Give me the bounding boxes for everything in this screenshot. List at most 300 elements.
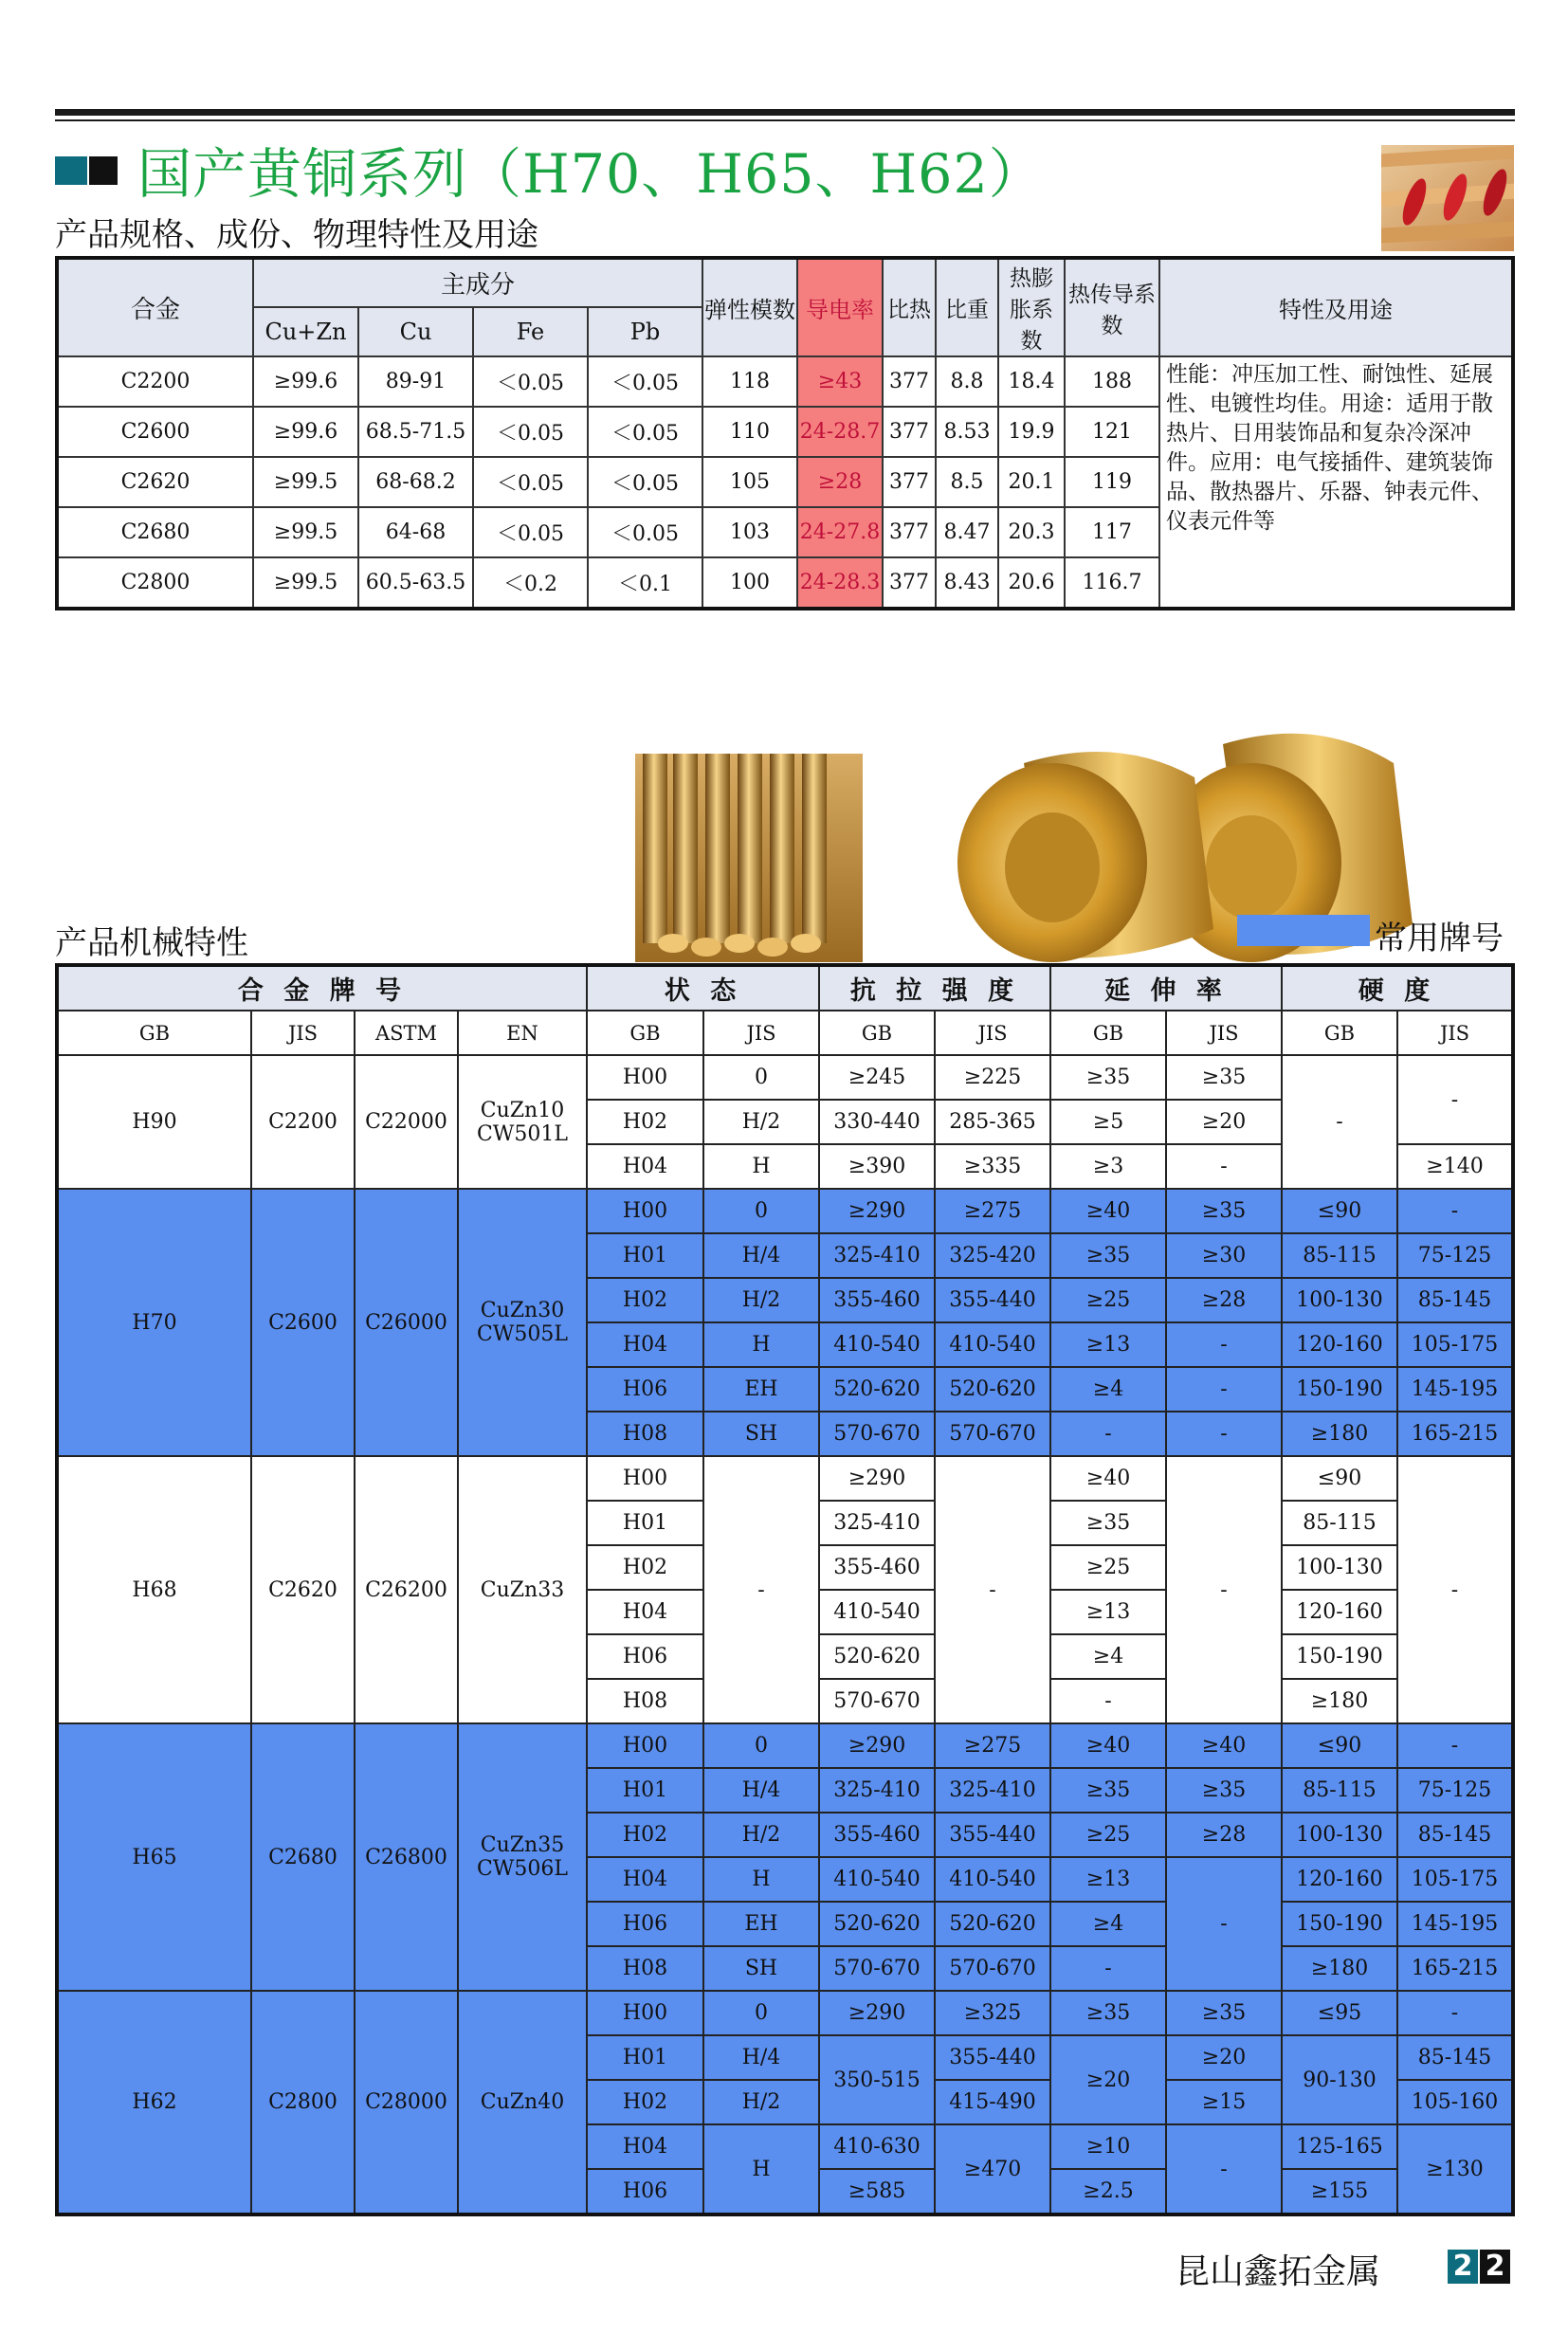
cell: H02 (587, 1278, 703, 1322)
cell: - (1166, 2124, 1282, 2214)
cell: ＜0.05 (588, 507, 702, 557)
cell: 85-115 (1282, 1768, 1397, 1813)
mechanical-section-label: 产品机械特性 (55, 924, 248, 962)
h-elastic-modulus: 弹性模数 (702, 258, 797, 356)
cell: H02 (587, 2080, 703, 2124)
h-specific-heat: 比热 (883, 258, 936, 356)
cell: ≥28 (1166, 1813, 1282, 1857)
cell: 68.5-71.5 (358, 407, 473, 457)
cell: 100-130 (1282, 1813, 1397, 1857)
cell: ≥180 (1282, 1412, 1397, 1456)
cell: 8.43 (936, 557, 998, 609)
cell: ≥25 (1050, 1278, 1166, 1322)
cell: H (703, 1144, 819, 1189)
cell: ≥470 (935, 2124, 1050, 2214)
cell: C2600 (57, 407, 253, 457)
cell: 85-145 (1397, 1813, 1513, 1857)
cell: 64-68 (358, 507, 473, 557)
cell: 377 (883, 407, 936, 457)
cell: - (935, 1456, 1050, 1723)
cell: 117 (1065, 507, 1159, 557)
grade-jis: C2600 (251, 1189, 355, 1456)
cell: 325-410 (819, 1768, 935, 1813)
table-row (57, 1723, 1513, 1768)
sub-header: JIS (1397, 1011, 1513, 1055)
cell: 120-160 (1282, 1857, 1397, 1902)
cell: 105-175 (1397, 1857, 1513, 1902)
table-row (57, 356, 1513, 407)
cell: ≥130 (1397, 2124, 1513, 2214)
grade-astm: C26000 (355, 1189, 458, 1456)
cell: 85-145 (1397, 1278, 1513, 1322)
cell: ≥225 (935, 1055, 1050, 1100)
cell: H01 (587, 1501, 703, 1545)
cell: ≥290 (819, 1723, 935, 1768)
h-conductivity: 导电率 (797, 258, 883, 356)
cell: 570-670 (819, 1946, 935, 1991)
grade-en: CuZn10 CW501L (458, 1055, 587, 1189)
cell: ≤90 (1282, 1456, 1397, 1501)
cell: H/2 (703, 1813, 819, 1857)
cell: ≥140 (1397, 1144, 1513, 1189)
cell: ≥35 (1050, 1768, 1166, 1813)
cell: 325-410 (935, 1768, 1050, 1813)
cell: 570-670 (935, 1412, 1050, 1456)
cell: H04 (587, 2124, 703, 2169)
page-number-digit-2: 2 (1480, 2250, 1510, 2284)
cell: ≥25 (1050, 1545, 1166, 1590)
cell: ＜0.05 (588, 407, 702, 457)
cell: H06 (587, 1367, 703, 1412)
cell: ≥99.5 (253, 457, 358, 507)
cell: ≥290 (819, 1991, 935, 2035)
cell: 19.9 (998, 407, 1065, 457)
cell: - (1050, 1412, 1166, 1456)
cell: H00 (587, 1723, 703, 1768)
cell: - (1166, 1367, 1282, 1412)
cell: - (1397, 1456, 1513, 1723)
grade-gb: H65 (57, 1723, 251, 1991)
cell: 355-440 (935, 1813, 1050, 1857)
cell: 150-190 (1282, 1634, 1397, 1679)
sub-header: ASTM (355, 1011, 458, 1055)
cell: H04 (587, 1144, 703, 1189)
cell: 355-460 (819, 1278, 935, 1322)
cell: H (703, 2124, 819, 2214)
cell: ≥35 (1050, 1233, 1166, 1278)
cell: ≤95 (1282, 1991, 1397, 2035)
cell: 8.8 (936, 356, 998, 407)
cell: ≥2.5 (1050, 2169, 1166, 2214)
cell: - (1166, 1412, 1282, 1456)
cell-conductivity: ≥28 (797, 457, 883, 507)
brass-strip-photo (1381, 145, 1514, 251)
cell: 75-125 (1397, 1233, 1513, 1278)
cell: 8.47 (936, 507, 998, 557)
cell: 75-125 (1397, 1768, 1513, 1813)
cell: H01 (587, 2035, 703, 2080)
cell: 85-115 (1282, 1501, 1397, 1545)
cell: 350-515 (819, 2035, 935, 2124)
cell: ≥155 (1282, 2169, 1397, 2214)
h-hardness: 硬 度 (1282, 965, 1513, 1011)
cell: - (1050, 1679, 1166, 1723)
cell: ≥4 (1050, 1902, 1166, 1946)
cell: 330-440 (819, 1100, 935, 1144)
sub-header: JIS (703, 1011, 819, 1055)
cell: 90-130 (1282, 2035, 1397, 2124)
brass-rods-photo (635, 754, 863, 962)
table-row (57, 1055, 1513, 1100)
cell: ≥4 (1050, 1634, 1166, 1679)
cell: C2800 (57, 557, 253, 609)
cell: ＜0.05 (473, 356, 588, 407)
cell: 410-540 (819, 1322, 935, 1367)
cell: 119 (1065, 457, 1159, 507)
cell: 410-540 (935, 1857, 1050, 1902)
title-marker-black (89, 156, 118, 185)
sub-header: JIS (251, 1011, 355, 1055)
cell: 285-365 (935, 1100, 1050, 1144)
cell-conductivity: 24-27.8 (797, 507, 883, 557)
grade-gb: H90 (57, 1055, 251, 1189)
cell: 105-160 (1397, 2080, 1513, 2124)
cell: 145-195 (1397, 1367, 1513, 1412)
cell: ≥290 (819, 1456, 935, 1501)
cell: 118 (702, 356, 797, 407)
cell: 165-215 (1397, 1946, 1513, 1991)
table-row (57, 1456, 1513, 1501)
cell: 18.4 (998, 356, 1065, 407)
legend-swatch (1237, 915, 1370, 946)
grade-en: CuZn33 (458, 1456, 587, 1723)
cell-conductivity: 24-28.7 (797, 407, 883, 457)
cell: ＜0.05 (473, 407, 588, 457)
cell: 377 (883, 557, 936, 609)
grade-en: CuZn30 CW505L (458, 1189, 587, 1456)
cell: ＜0.05 (588, 356, 702, 407)
cell: 325-410 (819, 1501, 935, 1545)
cell: ≥3 (1050, 1144, 1166, 1189)
cell: ≥15 (1166, 2080, 1282, 2124)
cell: 520-620 (819, 1634, 935, 1679)
grade-gb: H62 (57, 1991, 251, 2214)
cell: 377 (883, 457, 936, 507)
cell: ≥5 (1050, 1100, 1166, 1144)
cell: H (703, 1857, 819, 1902)
title-marker-teal (55, 156, 87, 185)
cell: H08 (587, 1679, 703, 1723)
cell: H04 (587, 1590, 703, 1634)
cell: H/2 (703, 1278, 819, 1322)
cell: 355-460 (819, 1813, 935, 1857)
cell: 410-540 (819, 1590, 935, 1634)
cell: 520-620 (819, 1367, 935, 1412)
cell: ≥4 (1050, 1367, 1166, 1412)
cell: ＜0.05 (473, 457, 588, 507)
cell: 410-540 (935, 1322, 1050, 1367)
cell: ≤90 (1282, 1723, 1397, 1768)
cell: C2620 (57, 457, 253, 507)
sub-header: JIS (1166, 1011, 1282, 1055)
cell: ≥40 (1050, 1189, 1166, 1233)
grade-gb: H70 (57, 1189, 251, 1456)
company-name: 昆山鑫拓金属 (1176, 2252, 1381, 2291)
cell: ＜0.2 (473, 557, 588, 609)
cell: - (1397, 1723, 1513, 1768)
cell: H04 (587, 1322, 703, 1367)
cell: ≥20 (1166, 1100, 1282, 1144)
cell: ≥30 (1166, 1233, 1282, 1278)
cell: 20.3 (998, 507, 1065, 557)
page-title: 国产黄铜系列（H70、H65、H62） (137, 143, 1044, 206)
cell: ≥35 (1050, 1501, 1166, 1545)
cell: 105 (702, 457, 797, 507)
cell: ≤90 (1282, 1189, 1397, 1233)
cell: ≥13 (1050, 1857, 1166, 1902)
top-rule-thin (55, 119, 1515, 121)
grade-astm: C26200 (355, 1456, 458, 1723)
cell: 0 (703, 1991, 819, 2035)
cell: H06 (587, 1634, 703, 1679)
cell: ≥35 (1166, 1189, 1282, 1233)
cell: ≥35 (1166, 1991, 1282, 2035)
cell: ≥28 (1166, 1278, 1282, 1322)
cell: ≥40 (1050, 1723, 1166, 1768)
cell: C2680 (57, 507, 253, 557)
cell: ≥25 (1050, 1813, 1166, 1857)
h-density: 比重 (936, 258, 998, 356)
grade-jis: C2620 (251, 1456, 355, 1723)
grade-astm: C22000 (355, 1055, 458, 1189)
cell: ≥40 (1166, 1723, 1282, 1768)
grade-astm: C28000 (355, 1991, 458, 2214)
grade-jis: C2680 (251, 1723, 355, 1991)
cell: 85-145 (1397, 2035, 1513, 2080)
cell: ≥180 (1282, 1679, 1397, 1723)
cell: H00 (587, 1055, 703, 1100)
h-grade: 合 金 牌 号 (57, 965, 587, 1011)
h-elongation: 延 伸 率 (1050, 965, 1282, 1011)
h-alloy: 合金 (57, 258, 253, 356)
cell: 325-420 (935, 1233, 1050, 1278)
h-fe: Fe (473, 307, 588, 356)
cell: ≥35 (1050, 1991, 1166, 2035)
sub-header: GB (1050, 1011, 1166, 1055)
cell: 8.53 (936, 407, 998, 457)
cell: ≥20 (1050, 2035, 1166, 2124)
grade-en: CuZn40 (458, 1991, 587, 2214)
cell: 20.1 (998, 457, 1065, 507)
sub-header: GB (819, 1011, 935, 1055)
cell: ≥40 (1050, 1456, 1166, 1501)
cell: ≥99.6 (253, 356, 358, 407)
cell: 0 (703, 1055, 819, 1100)
page-number-digit-1: 2 (1448, 2250, 1478, 2284)
cell: 103 (702, 507, 797, 557)
cell: ＜0.05 (588, 457, 702, 507)
cell: 150-190 (1282, 1367, 1397, 1412)
cell: H/4 (703, 1768, 819, 1813)
cell: ≥585 (819, 2169, 935, 2214)
cell: SH (703, 1946, 819, 1991)
h-pb: Pb (588, 307, 702, 356)
cell: ≥335 (935, 1144, 1050, 1189)
cell: 105-175 (1397, 1322, 1513, 1367)
cell: ≥99.5 (253, 557, 358, 609)
cell: H02 (587, 1100, 703, 1144)
cell: C2200 (57, 356, 253, 407)
cell: 520-620 (935, 1902, 1050, 1946)
h-tensile: 抗 拉 强 度 (819, 965, 1050, 1011)
cell: 150-190 (1282, 1902, 1397, 1946)
cell: - (1282, 1055, 1397, 1189)
cell: H02 (587, 1813, 703, 1857)
cell: 85-115 (1282, 1233, 1397, 1278)
grade-jis: C2200 (251, 1055, 355, 1189)
cell: 100 (702, 557, 797, 609)
cell: 520-620 (819, 1902, 935, 1946)
cell: H08 (587, 1412, 703, 1456)
cell: ≥275 (935, 1189, 1050, 1233)
table-row (57, 1991, 1513, 2035)
cell: ≥20 (1166, 2035, 1282, 2080)
cell: 60.5-63.5 (358, 557, 473, 609)
cell: 570-670 (819, 1412, 935, 1456)
cell: ≥35 (1050, 1055, 1166, 1100)
cell: 121 (1065, 407, 1159, 457)
cell: 120-160 (1282, 1322, 1397, 1367)
sub-header: JIS (935, 1011, 1050, 1055)
cell: - (1397, 1055, 1513, 1144)
cell: - (1397, 1189, 1513, 1233)
cell: ≥35 (1166, 1768, 1282, 1813)
cell: 145-195 (1397, 1902, 1513, 1946)
cell: H (703, 1322, 819, 1367)
cell: H06 (587, 1902, 703, 1946)
h-state: 状 态 (587, 965, 819, 1011)
cell: ＜0.05 (473, 507, 588, 557)
cell-conductivity: ≥43 (797, 356, 883, 407)
cell: H06 (587, 2169, 703, 2214)
spec-table (55, 256, 1515, 611)
cell: H/4 (703, 2035, 819, 2080)
cell: 410-540 (819, 1857, 935, 1902)
mechanical-table (55, 963, 1515, 2216)
cell: H/4 (703, 1233, 819, 1278)
grade-en: CuZn35 CW506L (458, 1723, 587, 1991)
cell: H/2 (703, 1100, 819, 1144)
cell: H00 (587, 1991, 703, 2035)
cell: 20.6 (998, 557, 1065, 609)
cell: ≥180 (1282, 1946, 1397, 1991)
grade-jis: C2800 (251, 1991, 355, 2214)
usage-description: 性能：冲压加工性、耐蚀性、延展性、电镀性均佳。用途：适用于散热片、日用装饰品和复杂冷深冲件。应用：电气接插件、建筑装饰品、散热器片、乐器、钟表元件、仪表元件等 (1159, 356, 1513, 609)
cell: 0 (703, 1723, 819, 1768)
cell: 570-670 (819, 1679, 935, 1723)
cell: H/2 (703, 2080, 819, 2124)
cell: H08 (587, 1946, 703, 1991)
h-thermal-expansion: 热膨胀系数 (998, 258, 1065, 356)
cell: H02 (587, 1545, 703, 1590)
h-main-components: 主成分 (253, 258, 702, 307)
cell: ≥99.6 (253, 407, 358, 457)
cell: 120-160 (1282, 1590, 1397, 1634)
cell: ≥13 (1050, 1590, 1166, 1634)
cell: H01 (587, 1768, 703, 1813)
cell: - (1166, 1144, 1282, 1189)
h-properties-usage: 特性及用途 (1159, 258, 1513, 356)
cell: 68-68.2 (358, 457, 473, 507)
cell: ＜0.1 (588, 557, 702, 609)
cell: 410-630 (819, 2124, 935, 2169)
cell: ≥390 (819, 1144, 935, 1189)
cell: 355-460 (819, 1545, 935, 1590)
sub-header: EN (458, 1011, 587, 1055)
cell: 116.7 (1065, 557, 1159, 609)
sub-header: GB (587, 1011, 703, 1055)
cell: 8.5 (936, 457, 998, 507)
cell: ≥275 (935, 1723, 1050, 1768)
cell: ≥245 (819, 1055, 935, 1100)
cell: 415-490 (935, 2080, 1050, 2124)
cell: 0 (703, 1189, 819, 1233)
top-rule (55, 109, 1515, 116)
cell: 188 (1065, 356, 1159, 407)
cell: SH (703, 1412, 819, 1456)
cell: ≥325 (935, 1991, 1050, 2035)
sub-header: GB (1282, 1011, 1397, 1055)
cell: EH (703, 1367, 819, 1412)
cell: - (1166, 1857, 1282, 1991)
legend-label: 常用牌号 (1375, 920, 1504, 957)
cell: 355-440 (935, 2035, 1050, 2080)
cell: 110 (702, 407, 797, 457)
h-cu: Cu (358, 307, 473, 356)
cell: - (1166, 1322, 1282, 1367)
cell: 125-165 (1282, 2124, 1397, 2169)
cell: 355-440 (935, 1278, 1050, 1322)
cell: H04 (587, 1857, 703, 1902)
cell: - (1397, 1991, 1513, 2035)
grade-astm: C26800 (355, 1723, 458, 1991)
cell: H00 (587, 1189, 703, 1233)
cell: ≥13 (1050, 1322, 1166, 1367)
section-subtitle: 产品规格、成份、物理特性及用途 (55, 216, 538, 254)
cell: 100-130 (1282, 1278, 1397, 1322)
cell: H01 (587, 1233, 703, 1278)
cell: 100-130 (1282, 1545, 1397, 1590)
cell: ≥10 (1050, 2124, 1166, 2169)
cell: 377 (883, 507, 936, 557)
h-thermal-conductivity: 热传导系数 (1065, 258, 1159, 356)
table-row (57, 1189, 1513, 1233)
cell: 377 (883, 356, 936, 407)
grade-gb: H68 (57, 1456, 251, 1723)
cell-conductivity: 24-28.3 (797, 557, 883, 609)
cell: ≥99.5 (253, 507, 358, 557)
cell: 89-91 (358, 356, 473, 407)
cell: 570-670 (935, 1946, 1050, 1991)
cell: 325-410 (819, 1233, 935, 1278)
cell: H00 (587, 1456, 703, 1501)
cell: - (1166, 1456, 1282, 1723)
cell: - (1050, 1946, 1166, 1991)
cell: 520-620 (935, 1367, 1050, 1412)
h-cuzn: Cu+Zn (253, 307, 358, 356)
cell: EH (703, 1902, 819, 1946)
cell: - (703, 1456, 819, 1723)
